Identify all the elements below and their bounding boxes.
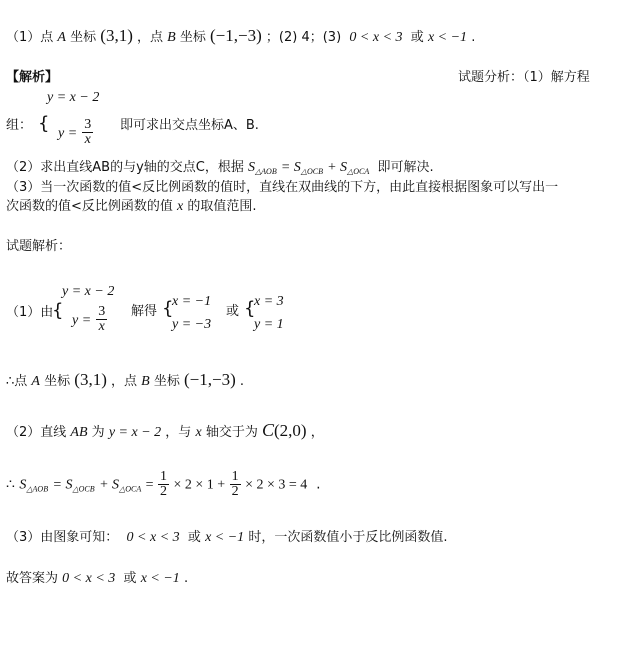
final-answer: 故答案为 0 < x < 3 或 x < −1 . [6, 571, 189, 586]
solution-title: 试题解析： [6, 239, 72, 254]
comma-point: ，点 [137, 30, 164, 45]
solution-brace-3: { [244, 298, 256, 319]
analysis-line2: （2）求出直线AB的与y轴的交点C，根据 $S_{\triangle AOB} = S_{\triangle OCB} + S_{\triangle OCA}$ 即可解决. [6, 160, 434, 176]
sol1-x: x = −1 [172, 294, 212, 309]
answer-line [6, 28, 475, 46]
coord-word: 坐标 [70, 30, 97, 45]
solution-eq1: y = x − 2 [62, 284, 115, 299]
answer-part2: ；(2) 4；(3) [265, 30, 342, 45]
answer-end: . [471, 30, 476, 45]
analysis-label: 试题分析：（1）解方程 [458, 70, 590, 85]
analysis-eq1: y = x − 2 [47, 90, 100, 105]
analysis-eq2: y = $\frac{3}{x}$ [58, 117, 92, 147]
point-b-coord: (−1,−3) [210, 26, 262, 45]
answer-part1: （1）点 [6, 30, 54, 45]
answer-range2: x < −1 [427, 30, 468, 45]
therefore-points: ∴点 A 坐标 (3,1) ，点 B 坐标 (−1,−3) . [6, 370, 245, 389]
solution-s3: （3）由图象可知： 0 < x < 3 或 x < −1 时，一次函数值小于反比例函数值. [6, 530, 448, 545]
answer-range1: 0 < x < 3 [349, 30, 403, 45]
sol2-x: x = 3 [254, 294, 284, 309]
solution-or: 或 [226, 304, 240, 319]
solve-word: 解得 [131, 304, 158, 319]
after-system-text: 即可求出交点坐标A、B. [120, 118, 259, 133]
area-equation: ∴ $S_{\triangle AOB} = S_{\triangle OCB} + S_{\triangle OCA}$ = $\frac{1}{2}$ × 2 × 1 + $\frac{1}{2}$ × 2 × 3 = 4 . [6, 469, 321, 499]
sol1-y: y = −3 [172, 317, 212, 332]
solution-eq2: y = $\frac{3}{x}$ [72, 304, 106, 334]
analysis-line4: 次函数的值<反比例函数的值 x 的取值范围. [6, 199, 257, 214]
answer-or: 或 [410, 30, 424, 45]
sol2-y: y = 1 [254, 317, 284, 332]
system-brace: { [38, 113, 50, 134]
group-label: 组： [6, 118, 33, 133]
analysis-line3: （3）当一次函数的值<反比例函数的值时，直线在双曲线的下方，由此直接根据图象可以写出一 [6, 180, 559, 195]
solution-s2: （2）直线 AB 为 y = x − 2 ，与 x 轴交于为 C(2,0) ， [6, 420, 324, 440]
jiexi-title: 【解析】 [6, 70, 59, 85]
solution-s1-label: （1）由 [6, 305, 54, 320]
fraction-3-over-x: $\frac{3}{x}$ [84, 117, 92, 147]
point-a-label: A [57, 30, 66, 45]
solution-brace: { [52, 300, 64, 321]
point-b-label: B [167, 30, 176, 45]
solution-brace-2: { [162, 298, 174, 319]
coord-word-2: 坐标 [179, 30, 206, 45]
point-a-coord: (3,1) [100, 26, 133, 45]
